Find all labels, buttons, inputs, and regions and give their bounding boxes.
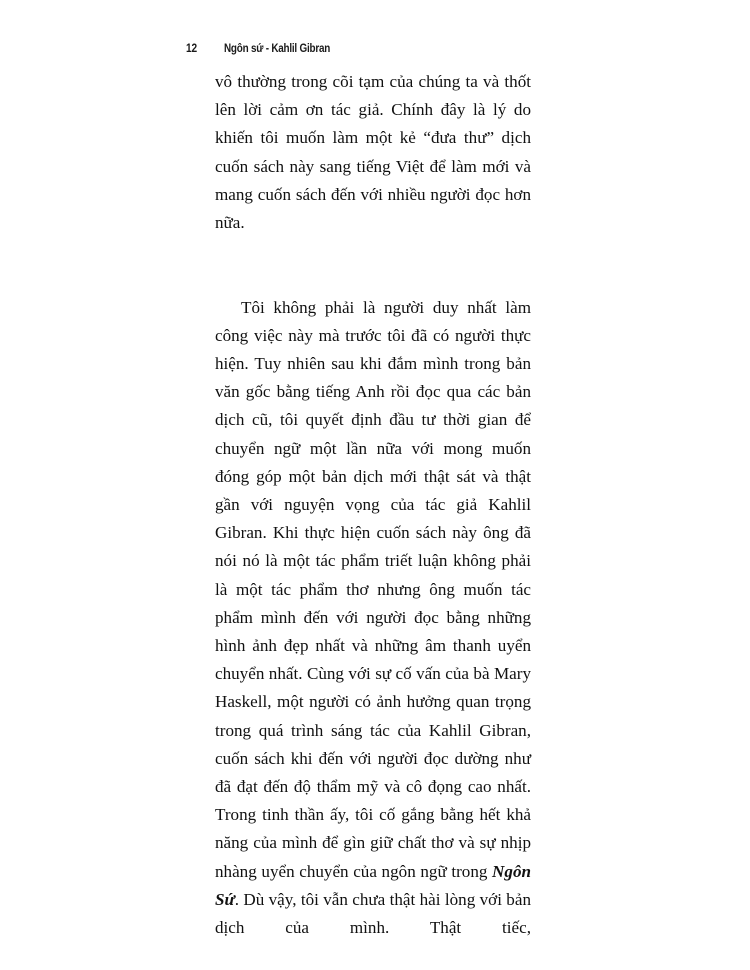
text-block: [215, 68, 531, 970]
running-head-title: Ngôn sứ - Kahlil Gibran: [224, 43, 331, 55]
paragraph-text-lead: Tôi không phải là người duy nhất làm công việc này mà trước tôi đã có người thực hiện. Tuy nhiên sau khi đắm mình trong bản văn gốc bằng tiếng Anh rồi đọc qua các bản dịch cũ, tôi quyết định đầu tư thời gian để chuyển ngữ một lần nữa với mong muốn đóng góp một bản dịch mới thật sát và thật gần với nguyện vọng của tác giả Kahlil Gibran. Khi thực hiện cuốn sách này ông đã nói nó là một tác phẩm triết luận không phải là một tác phẩm thơ nhưng ông muốn tác phẩm mình đến với người đọc bằng những hình ảnh đẹp nhất và những âm thanh uyển chuyển nhất. Cùng với sự cố vấn của bà Mary Haskell, một người có ảnh hưởng quan trọng trong quá trình sáng tác của Kahlil Gibran, cuốn sách khi đến với người đọc dường như đã đạt đến độ thẩm mỹ và cô đọng cao nhất. Trong tinh thần ấy, tôi cố gắng bằng hết khả năng của mình để gìn giữ chất thơ và sự nhịp nhàng uyển chuyển của ngôn ngữ trong: [215, 297, 531, 881]
running-head: [186, 43, 348, 55]
paragraph-continuation: vô thường trong cõi tạm của chúng ta và thốt lên lời cảm ơn tác giả. Chính đây là lý do khiến tôi muốn làm một kẻ “đưa thư” dịch cuốn sách này sang tiếng Việt để làm mới và mang cuốn sách đến với nhiều người đọc hơn nữa.: [215, 72, 531, 233]
paragraph-text-tail: . Dù vậy, tôi vẫn chưa thật hài lòng với bản dịch của mình. Thật tiếc,: [215, 889, 531, 938]
book-title-emphasis: Ngôn Sứ: [215, 861, 531, 909]
paragraph-body: [215, 294, 531, 970]
page-number: 12: [186, 43, 197, 55]
